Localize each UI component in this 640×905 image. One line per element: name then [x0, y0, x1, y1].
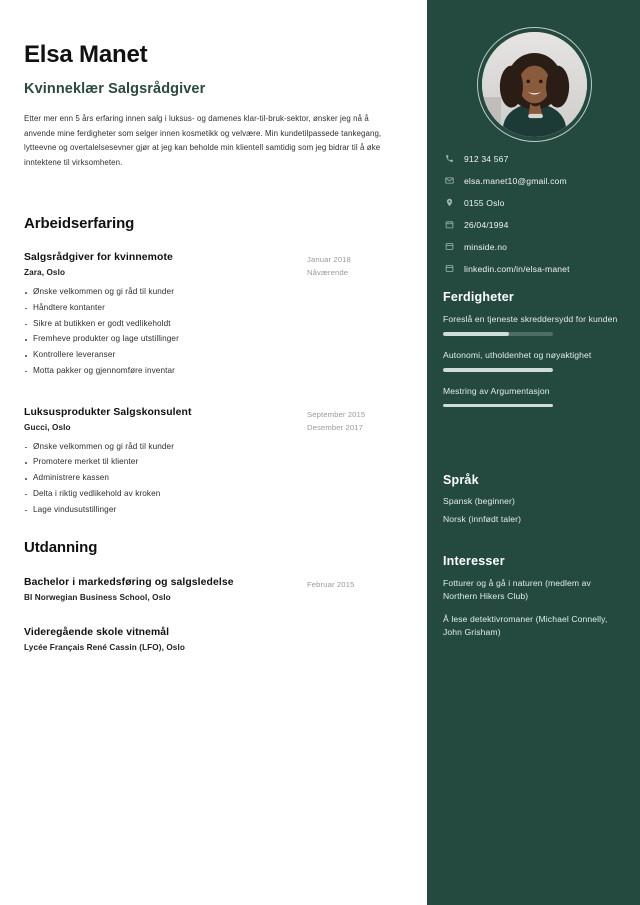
entry-title: Luksusprodukter Salgskonsulent [24, 406, 192, 418]
skill-label: Autonomi, utholdenhet og nøyaktighet [443, 349, 592, 360]
entry-date-block [307, 578, 403, 591]
list-item: Fremheve produkter og lage utstillinger [24, 331, 403, 347]
skill-level-bar [443, 332, 553, 336]
skill-item [443, 349, 625, 372]
contact-row-birthdate[interactable] [443, 218, 633, 231]
experience-section [24, 215, 403, 517]
sidebar [427, 0, 640, 905]
entry-date-start: Februar 2015 [307, 580, 355, 589]
education-entry [24, 577, 403, 602]
calendar-icon [443, 218, 456, 231]
education-entry [24, 627, 403, 652]
list-item: Lage vindusutstillinger [24, 502, 403, 518]
contact-row-phone[interactable] [443, 152, 633, 165]
skill-item [443, 385, 625, 408]
languages-section [443, 473, 625, 532]
skills-section [443, 290, 625, 416]
entry-organization: BI Norwegian Business School, Oslo [24, 593, 171, 602]
contact-linkedin: linkedin.com/in/elsa-manet [464, 263, 570, 274]
list-item: Promotere merket til klienter [24, 454, 403, 470]
interests-section [443, 554, 625, 648]
entry-date-start: September 2015 [307, 409, 366, 419]
experience-entry [24, 407, 403, 518]
entry-title: Salgsrådgiver for kvinnemote [24, 252, 173, 263]
list-item: Delta i riktig vedlikehold av kroken [24, 486, 403, 502]
contact-location: 0155 Oslo [464, 197, 505, 208]
entry-title: Videregående skole vitnemål [24, 627, 170, 638]
entry-organization: Gucci, Oslo [24, 422, 71, 432]
education-section [24, 539, 403, 659]
contact-birthdate: 26/04/1994 [464, 219, 509, 230]
linkedin-icon [443, 262, 456, 275]
entry-organization: Zara, Oslo [24, 268, 66, 277]
avatar [477, 27, 592, 142]
experience-entry [24, 252, 403, 379]
contact-phone: 912 34 567 [464, 153, 509, 164]
contact-website: minside.no [464, 241, 508, 252]
entry-bullet-list [24, 284, 403, 379]
skill-level-fill [443, 404, 553, 408]
location-icon [443, 196, 456, 209]
interest-item: Fotturer og å gå i naturen (medlem av Northern Hikers Club) [443, 578, 591, 602]
envelope-icon [443, 174, 456, 187]
skill-level-bar [443, 368, 553, 372]
skill-label: Foreslå en tjeneste skreddersydd for kunden [443, 314, 618, 324]
list-item: Sikre at butikken er godt vedlikeholdt [24, 316, 403, 332]
globe-icon [443, 240, 456, 253]
section-heading-skills: Ferdigheter [443, 290, 514, 304]
list-item: Ønske velkommen og gi råd til kunder [24, 439, 403, 455]
language-item: Norsk (innfødt taler) [443, 514, 522, 524]
section-heading-languages: Språk [443, 473, 479, 487]
entry-organization: Lycée Français René Cassin (LFO), Oslo [24, 643, 185, 652]
contact-row-website[interactable] [443, 240, 633, 253]
list-item: Motta pakker og gjennomføre inventar [24, 363, 403, 379]
section-heading-education: Utdanning [24, 539, 98, 556]
entry-date-block [307, 253, 403, 280]
contact-row-location[interactable] [443, 196, 633, 209]
contact-row-email[interactable] [443, 174, 633, 187]
skill-item [443, 313, 625, 336]
entry-bullet-list [24, 439, 403, 518]
profile-summary: Etter mer enn 5 års erfaring innen salg i luksus- og damenes klar-til-bruk-sektor, ønsker jeg nå å anvende mine ferdigheter som selger innen kosmetikk og velvære. Min kundetilpassede tankegang, lytteevne og overtalelsesevner gjør at jeg kan beholde min klientell samtidig som jeg bidrar til å øke inntektene til virksomheten. [24, 114, 382, 167]
entry-date-block [307, 408, 403, 435]
entry-title: Bachelor i markedsføring og salgsledelse [24, 577, 234, 588]
skill-level-bar [443, 404, 553, 408]
phone-icon [443, 152, 456, 165]
entry-date-end: Nåværende [307, 268, 349, 278]
photo-illustration [482, 32, 587, 137]
list-item: Administrere kassen [24, 470, 403, 486]
job-subtitle: Kvinneklær Salgsrådgiver [24, 81, 206, 97]
interest-item: Å lese detektivromaner (Michael Connelly, John Grisham) [443, 613, 608, 637]
contact-list [443, 152, 633, 284]
skill-level-fill [443, 332, 509, 336]
list-item: Ønske velkommen og gi råd til kunder [24, 284, 403, 300]
page-title: Elsa Manet [24, 41, 148, 68]
entry-date-start: Januar 2018 [307, 255, 351, 264]
section-heading-experience: Arbeidserfaring [24, 215, 135, 232]
entry-date-end: Desember 2017 [307, 422, 363, 432]
list-item: Håndtere kontanter [24, 300, 403, 316]
list-item: Kontrollere leveranser [24, 347, 403, 363]
contact-email: elsa.manet10@gmail.com [464, 175, 567, 186]
skill-label: Mestring av Argumentasjon [443, 385, 550, 396]
profile-photo [482, 32, 587, 137]
section-heading-interests: Interesser [443, 554, 505, 568]
skill-level-fill [443, 368, 553, 372]
language-item: Spansk (beginner) [443, 496, 515, 506]
contact-row-linkedin[interactable] [443, 262, 633, 275]
